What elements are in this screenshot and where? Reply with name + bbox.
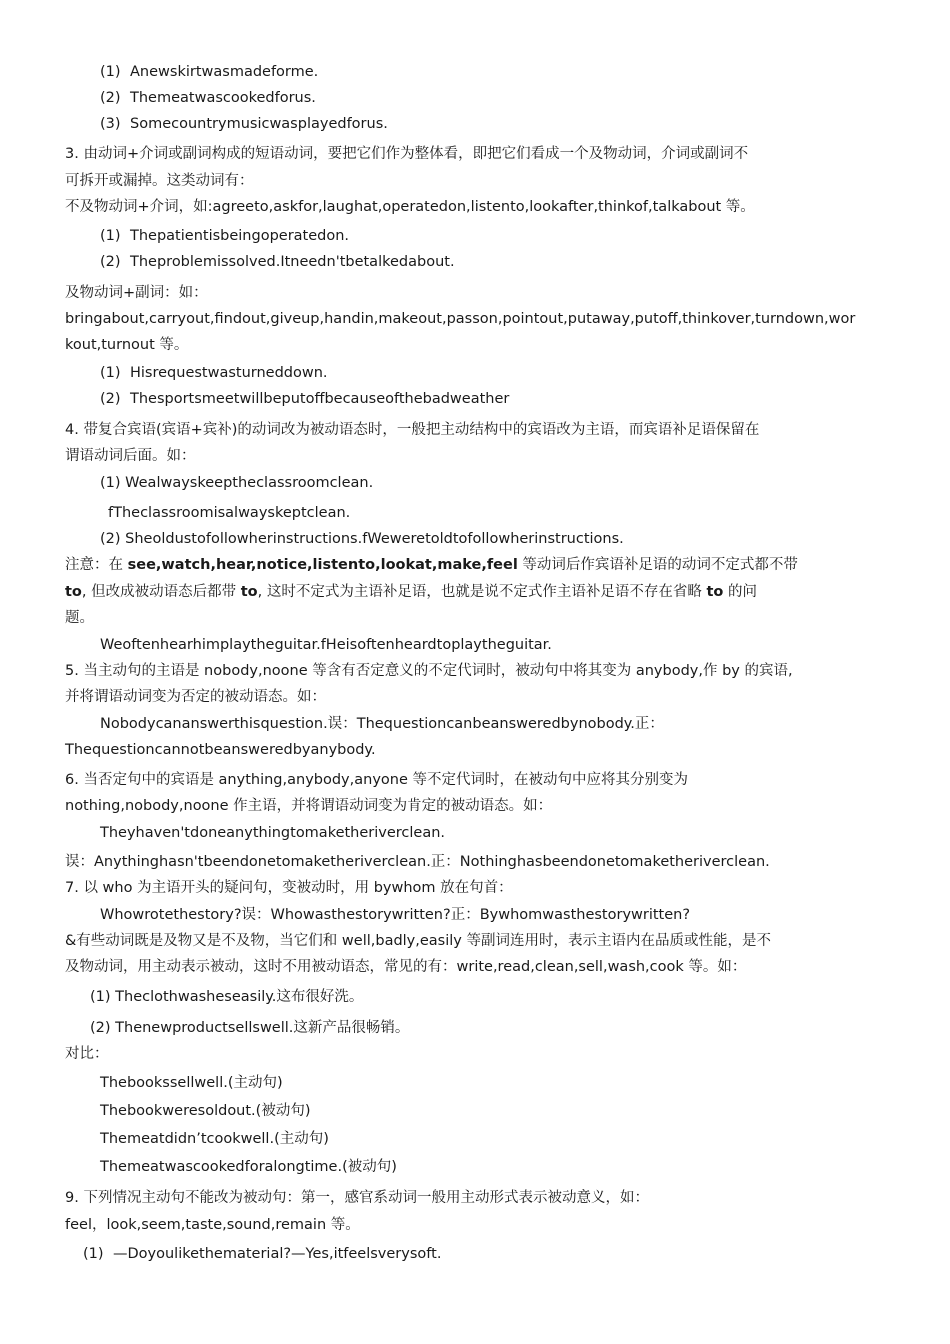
text-line	[65, 878, 513, 898]
text-line	[65, 446, 196, 466]
line-text: feel，look,seem,taste,sound,remain 等。	[65, 1217, 360, 1233]
text-line	[65, 1188, 649, 1208]
line-text: Thebookweresoldout.(被动句)	[100, 1103, 311, 1119]
text-line	[65, 1044, 109, 1064]
text-line	[83, 1244, 441, 1264]
text-line	[100, 1157, 397, 1177]
list-number: (1)	[100, 365, 121, 381]
line-text: (1) Wealwayskeeptheclassroomclean.	[100, 475, 374, 491]
line-text: Themeatdidn’tcookwell.(主动句)	[100, 1131, 329, 1147]
line-text: 误：Anythinghasn'tbeendonetomaketheriverclean.正：Nothinghasbeendonetomaketheriverclean.	[65, 854, 770, 870]
text-line	[65, 197, 755, 217]
list-number: (1)	[83, 1246, 104, 1262]
line-text: Whowrotethestory?误：Whowasthestorywritten?正：Bywhomwasthestorywritten?	[100, 907, 691, 923]
line-text: 并将谓语动词变为否定的被动语态。如：	[65, 689, 326, 705]
line-text: 6. 当否定句中的宾语是 anything,anybody,anyone 等不定代词时，在被动句中应将其分别变为	[65, 772, 688, 788]
line-text: (2) Thenewproductsellswell.这新产品很畅销。	[90, 1020, 410, 1036]
line-text: Themeatwascookedforalongtime.(被动句)	[100, 1159, 397, 1175]
text-line	[65, 957, 746, 977]
text-line	[100, 62, 318, 82]
line-text: Theyhaven'tdoneanythingtomaketheriverclean.	[100, 825, 446, 841]
text-line	[100, 88, 316, 108]
text-line	[65, 1215, 360, 1235]
line-text: to, 但改成被动语态后都带 to, 这时不定式为主语补足语，也就是说不定式作主语补足语不存在省略 to 的问	[65, 584, 757, 600]
line-text: 可拆开或漏掉。这类动词有：	[65, 173, 254, 189]
text-line	[65, 687, 326, 707]
text-line	[90, 1018, 409, 1038]
line-text: —Doyoulikethematerial?—Yes,itfeelsverysoft.	[113, 1246, 442, 1262]
list-number: (3)	[100, 116, 121, 132]
line-text: Weoftenhearhimplaytheguitar.fHeisoftenheardtoplaytheguitar.	[100, 637, 552, 653]
list-number: (1)	[100, 228, 121, 244]
list-number: (2)	[100, 391, 121, 407]
text-line	[100, 226, 349, 246]
line-text: 不及物动词+介词，如:agreeto,askfor,laughat,operatedon,listento,lookafter,thinkof,talkabout 等。	[65, 199, 755, 215]
line-text: 7. 以 who 为主语开头的疑问句，变被动时，用 bywhom 放在句首：	[65, 880, 513, 896]
line-text: bringabout,carryout,findout,giveup,handin,makeout,passon,pointout,putaway,putoff,thinkover,turndown,wor	[65, 311, 856, 327]
text-line	[65, 555, 798, 575]
list-number: (1)	[100, 64, 121, 80]
line-text: 4. 带复合宾语(宾语+宾补)的动词改为被动语态时，一般把主动结构中的宾语改为主语，而宾语补足语保留在	[65, 422, 760, 438]
text-line	[108, 503, 350, 523]
text-line	[65, 582, 757, 602]
line-text: Theproblemissolved.Itneedn'tbetalkedabout.	[130, 254, 455, 270]
text-line	[100, 389, 509, 409]
text-line	[100, 114, 388, 134]
line-text: 谓语动词后面。如：	[65, 448, 196, 464]
text-line	[100, 823, 445, 843]
line-text: 对比：	[65, 1046, 109, 1062]
text-line	[100, 714, 664, 734]
text-line	[65, 740, 376, 760]
line-text: 5. 当主动句的主语是 nobody,noone 等含有否定意义的不定代词时，被动句中将其变为 anybody,作 by 的宾语,	[65, 663, 793, 679]
text-line	[100, 252, 455, 272]
line-text: (1) Theclothwasheseasily.这布很好洗。	[90, 989, 364, 1005]
line-text: nothing,nobody,noone 作主语，并将谓语动词变为肯定的被动语态。如：	[65, 798, 553, 814]
line-text: 3. 由动词+介词或副词构成的短语动词，要把它们作为整体看，即把它们看成一个及物动词，介词或副词不	[65, 146, 749, 162]
text-line	[65, 852, 770, 872]
text-line	[65, 309, 855, 329]
line-text: 及物动词，用主动表示被动，这时不用被动语态，常见的有：write,read,clean,sell,wash,cook 等。如：	[65, 959, 747, 975]
text-line	[100, 1073, 283, 1093]
text-line	[65, 661, 793, 681]
text-line	[65, 796, 552, 816]
line-text: 注意：在 see,watch,hear,notice,listento,lookat,make,feel 等动词后作宾语补足语的动词不定式都不带	[65, 557, 798, 573]
line-text: fTheclassroomisalwayskeptclean.	[108, 505, 351, 521]
line-text: kout,turnout 等。	[65, 337, 189, 353]
line-text: Themeatwascookedforus.	[130, 90, 316, 106]
text-line	[65, 608, 94, 628]
text-line	[100, 905, 690, 925]
text-line	[65, 420, 759, 440]
line-text: &有些动词既是及物又是不及物，当它们和 well,badly,easily 等副词连用时，表示主语内在品质或性能，是不	[65, 933, 771, 949]
line-text: Thesportsmeetwillbeputoffbecauseofthebadweather	[130, 391, 510, 407]
list-number: (2)	[100, 254, 121, 270]
line-text: 及物动词+副词：如：	[65, 285, 208, 301]
line-text: Thebookssellwell.(主动句)	[100, 1075, 283, 1091]
line-text: 9. 下列情况主动句不能改为被动句：第一，感官系动词一般用主动形式表示被动意义，如：	[65, 1190, 649, 1206]
text-line	[65, 931, 771, 951]
text-line	[65, 144, 748, 164]
text-line	[65, 770, 688, 790]
text-line	[65, 283, 208, 303]
text-line	[100, 1101, 310, 1121]
line-text: (2) Sheoldustofollowherinstructions.fWeweretoldtofollowherinstructions.	[100, 531, 624, 547]
text-line	[65, 171, 254, 191]
text-line	[65, 335, 188, 355]
text-line	[100, 363, 328, 383]
text-line	[100, 635, 552, 655]
list-number: (2)	[100, 90, 121, 106]
line-text: Anewskirtwasmadeforme.	[130, 64, 319, 80]
line-text: 题。	[65, 610, 94, 626]
line-text: Thequestioncannotbeansweredbyanybody.	[65, 742, 376, 758]
text-line	[100, 1129, 329, 1149]
text-line	[100, 529, 624, 549]
line-text: Nobodycananswerthisquestion.误：Thequestioncanbeansweredbynobody.正：	[100, 716, 664, 732]
line-text: Thepatientisbeingoperatedon.	[130, 228, 350, 244]
line-text: Hisrequestwasturneddown.	[130, 365, 328, 381]
text-line	[100, 473, 373, 493]
line-text: Somecountrymusicwasplayedforus.	[130, 116, 388, 132]
text-line	[90, 987, 363, 1007]
